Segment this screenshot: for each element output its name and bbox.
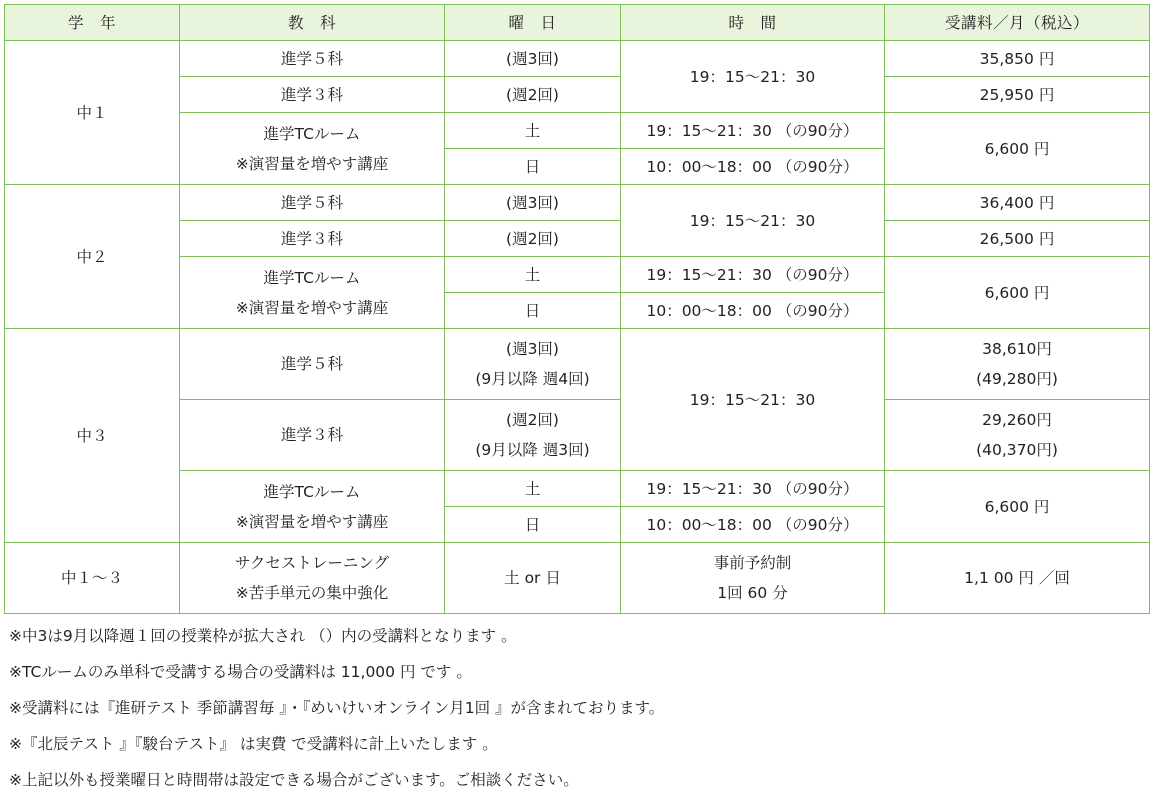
header-grade: 学 年 — [5, 5, 180, 41]
fee-cell — [885, 329, 1150, 400]
tc-room-label: 進学TCルーム — [263, 124, 361, 143]
fee-line: 38,610円 — [982, 340, 1052, 358]
time-cell: 19：15〜21：30 （の90分） — [621, 257, 885, 293]
day-cell: (週3回) — [445, 41, 621, 77]
day-cell: 土 — [445, 113, 621, 149]
subject-cell — [180, 113, 445, 185]
table-row — [5, 329, 1150, 400]
day-cell: (週2回) — [445, 221, 621, 257]
table-row — [5, 185, 1150, 221]
header-subject: 教 科 — [180, 5, 445, 41]
note-item: ※TCルームのみ単科で受講する場合の受講料は 11,000 円 です 。 — [9, 663, 472, 681]
header-day: 曜 日 — [445, 5, 621, 41]
fee-cell: 35,850 円 — [885, 41, 1150, 77]
fee-cell: 26,500 円 — [885, 221, 1150, 257]
note-item: ※『北辰テスト 』『駿台テスト』 は実費 で受講料に計上いたします 。 — [9, 735, 498, 753]
time-cell: 19：15〜21：30 — [621, 185, 885, 257]
note-item: ※上記以外も授業曜日と時間帯は設定できる場合がございます。ご相談ください。 — [9, 771, 579, 789]
time-cell: 19：15〜21：30 （の90分） — [621, 113, 885, 149]
day-cell: 土 — [445, 471, 621, 507]
day-cell — [445, 329, 621, 400]
subject-cell: 進学５科 — [180, 41, 445, 77]
subject-cell — [180, 471, 445, 543]
day-cell: 日 — [445, 149, 621, 185]
grade-cell: 中１ — [5, 41, 180, 185]
day-cell: 土 or 日 — [445, 543, 621, 614]
grade-cell: 中１〜３ — [5, 543, 180, 614]
note-item: ※中3は9月以降週１回の授業枠が拡大され （）内の受講料となります 。 — [9, 627, 517, 645]
day-cell: 土 — [445, 257, 621, 293]
day-cell: 日 — [445, 507, 621, 543]
time-cell: 19：15〜21：30 （の90分） — [621, 471, 885, 507]
subject-cell — [180, 257, 445, 329]
grade-cell: 中３ — [5, 329, 180, 543]
subject-cell — [180, 543, 445, 614]
time-line: 事前予約制 — [713, 554, 792, 572]
fee-line: (40,370円) — [976, 441, 1058, 459]
tc-room-note: ※演習量を増やす講座 — [235, 512, 389, 531]
subject-cell: 進学３科 — [180, 221, 445, 257]
day-line: (9月以降 週3回) — [475, 441, 590, 459]
fee-table — [4, 4, 1150, 614]
day-line: (週3回) — [506, 340, 559, 358]
table-row — [5, 41, 1150, 77]
notes-list — [9, 618, 664, 798]
header-fee: 受講料／月（税込） — [885, 5, 1150, 41]
subject-cell: 進学３科 — [180, 400, 445, 471]
grade-cell: 中２ — [5, 185, 180, 329]
note-item: ※受講料には『進研テスト 季節講習毎 』・『めいけいオンライン月1回 』が含まれております。 — [9, 699, 665, 717]
tc-room-label: 進学TCルーム — [263, 482, 361, 501]
tc-room-note: ※演習量を増やす講座 — [235, 298, 389, 317]
time-cell — [621, 543, 885, 614]
table-row — [5, 543, 1150, 614]
day-line: (9月以降 週4回) — [475, 370, 590, 388]
subject-cell: 進学５科 — [180, 185, 445, 221]
subject-cell: 進学３科 — [180, 77, 445, 113]
day-cell: (週2回) — [445, 77, 621, 113]
header-time: 時 間 — [621, 5, 885, 41]
time-cell: 19：15〜21：30 — [621, 329, 885, 471]
fee-cell: 6,600 円 — [885, 257, 1150, 329]
tc-room-label: 進学TCルーム — [263, 268, 361, 287]
fee-cell — [885, 400, 1150, 471]
subject-cell: 進学５科 — [180, 329, 445, 400]
fee-cell: 36,400 円 — [885, 185, 1150, 221]
time-cell: 19：15〜21：30 — [621, 41, 885, 113]
day-cell — [445, 400, 621, 471]
subject-line: ※苦手単元の集中強化 — [235, 584, 389, 602]
time-cell: 10：00〜18：00 （の90分） — [621, 507, 885, 543]
time-cell: 10：00〜18：00 （の90分） — [621, 293, 885, 329]
fee-cell: 1,1 00 円 ／回 — [885, 543, 1150, 614]
tc-room-note: ※演習量を増やす講座 — [235, 154, 389, 173]
fee-line: (49,280円) — [976, 370, 1058, 388]
time-line: 1回 60 分 — [717, 584, 788, 602]
subject-line: サクセストレーニング — [234, 554, 390, 572]
fee-cell: 6,600 円 — [885, 471, 1150, 543]
time-cell: 10：00〜18：00 （の90分） — [621, 149, 885, 185]
fee-cell: 25,950 円 — [885, 77, 1150, 113]
header-row — [5, 5, 1150, 41]
day-cell: 日 — [445, 293, 621, 329]
day-line: (週2回) — [506, 411, 559, 429]
fee-cell: 6,600 円 — [885, 113, 1150, 185]
fee-line: 29,260円 — [982, 411, 1052, 429]
day-cell: (週3回) — [445, 185, 621, 221]
